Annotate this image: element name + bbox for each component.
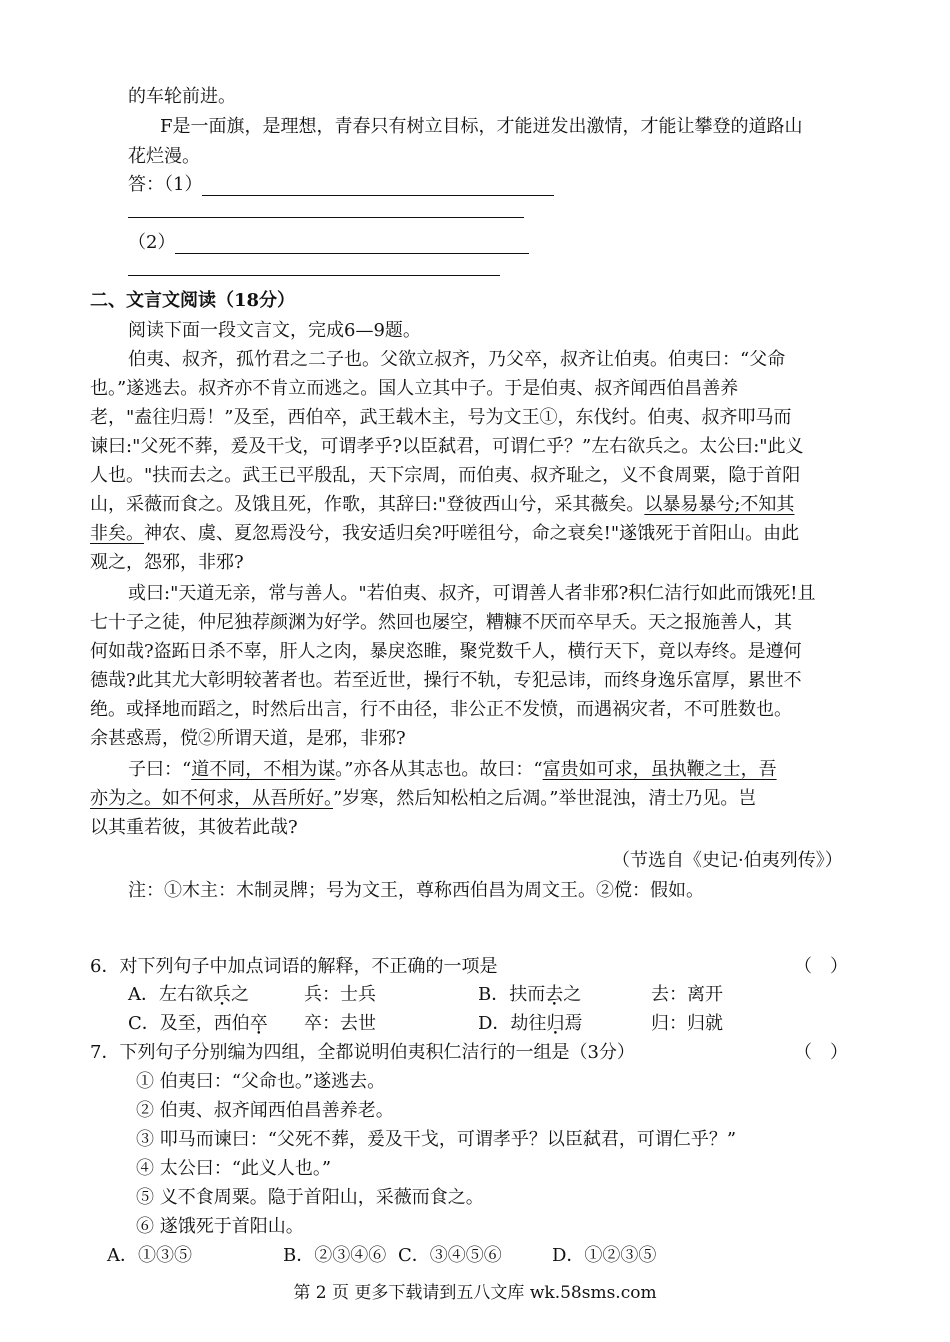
q7-option-a[interactable]: A．①③⑤ — [107, 1245, 192, 1266]
text-line: F是一面旗，是理想，青春只有树立目标，才能迸发出激情，才能让攀登的道路山 — [160, 116, 803, 137]
passage-line: 余甚惑焉，傥②所谓天道，是邪，非邪? — [90, 728, 406, 749]
answer-label: 答：（1） — [128, 174, 203, 195]
source-citation: （节选自《史记·伯夷列传》） — [612, 850, 843, 871]
q7-item: ③ 叩马而谏曰：“父死不葬，爰及干戈，可谓孝乎？以臣弑君，可谓仁乎？” — [136, 1129, 737, 1150]
option-text: B．扶而 — [478, 984, 546, 1005]
option-a[interactable] — [128, 984, 249, 1006]
answer-line-2 — [128, 232, 529, 254]
passage-line — [90, 494, 794, 516]
passage-line — [90, 788, 756, 810]
option-text: 之 — [231, 984, 249, 1005]
underlined-text: 非矣。 — [90, 523, 144, 544]
dotted-word: 卒 — [249, 1013, 268, 1034]
text-line: 的车轮前进。 — [128, 86, 236, 107]
option-text: 之 — [563, 984, 582, 1005]
answer-label: （2） — [128, 232, 176, 253]
passage-line: 谏曰:"父死不葬，爰及干戈，可谓孝乎?以臣弑君，可谓仁乎？”左右欲兵之。太公曰:"此义 — [90, 436, 804, 457]
instruction: 阅读下面一段文言文，完成6—9题。 — [128, 320, 421, 341]
passage-line: 以其重若彼，其彼若此哉? — [90, 817, 298, 838]
underlined-text: 富贵如可求，虽执鞭之士，吾 — [542, 759, 777, 780]
q7-item: ⑥ 遂饿死于首阳山。 — [136, 1216, 304, 1237]
answer-paren[interactable]: （ ） — [794, 956, 848, 977]
section-heading: 二、文言文阅读（18分） — [90, 290, 296, 311]
dotted-word: 去 — [545, 984, 564, 1005]
passage-line: 绝。或择地而蹈之，时然后出言，行不由径，非公正不发愤，而遇祸灾者，不可胜数也。 — [90, 699, 792, 720]
option-c-explanation: 卒：去世 — [304, 1013, 376, 1034]
option-a-explanation: 兵：士兵 — [304, 984, 376, 1005]
underlined-text: 道不同，不相为谋 — [191, 759, 336, 780]
passage-line: 或曰:"天道无亲，常与善人。"若伯夷、叔齐，可谓善人者非邪?积仁洁行如此而饿死!且 — [128, 583, 816, 604]
answer-paren[interactable]: （ ） — [794, 1042, 848, 1063]
answer-blank[interactable] — [175, 235, 529, 254]
passage-line: 人也。"扶而去之。武王已平殷乱，天下宗周，而伯夷、叔齐耻之，义不食周粟，隐于首阳 — [90, 465, 801, 486]
passage-text: 子曰：“ — [128, 759, 192, 780]
option-d[interactable] — [478, 1013, 582, 1035]
passage-line — [90, 523, 799, 545]
option-d-explanation: 归：归就 — [651, 1013, 723, 1034]
option-text: D．劫往 — [478, 1013, 547, 1034]
q7-option-c[interactable]: C．③④⑤⑥ — [398, 1245, 502, 1266]
answer-blank[interactable] — [202, 177, 554, 196]
option-b-explanation: 去：离开 — [651, 984, 723, 1005]
q7-item: ① 伯夷曰：“父命也。”遂逃去。 — [136, 1071, 386, 1092]
answer-blank[interactable] — [128, 275, 500, 276]
q7-option-d[interactable]: D．①②③⑤ — [552, 1245, 657, 1266]
passage-text: 神农、虞、夏忽焉没兮，我安适归矣?吁嗟徂兮，命之衰矣!"遂饿死于首阳山。由此 — [144, 523, 800, 544]
passage-line — [128, 759, 777, 781]
page-footer: 第 2 页 更多下载请到五八文库 wk.58sms.com — [293, 1283, 657, 1303]
option-text: A．左右欲 — [128, 984, 213, 1005]
dotted-word: 归 — [546, 1013, 565, 1034]
footnote: 注：①木主：木制灵牌；号为文王，尊称西伯昌为周文王。②傥：假如。 — [128, 880, 704, 901]
passage-line: 也。”遂逃去。叔齐亦不肯立而逃之。国人立其中子。于是伯夷、叔齐闻西伯昌善养 — [90, 378, 739, 399]
underlined-text: 亦为之。如不何求，从吾所好。 — [90, 788, 333, 809]
passage-line: 老，"盍往归焉！”及至，西伯卒，武王载木主，号为文王①，东伐纣。伯夷、叔齐叩马而 — [90, 407, 792, 428]
q7-item: ② 伯夷、叔齐闻西伯昌善养老。 — [136, 1100, 394, 1121]
passage-text: ”岁寒，然后知松柏之后凋。”举世混浊，清士乃见。岂 — [333, 788, 757, 809]
question-6-stem: 6．对下列句子中加点词语的解释，不正确的一项是 — [90, 956, 498, 977]
answer-line-1 — [128, 174, 554, 196]
option-c[interactable] — [128, 1013, 268, 1035]
passage-line: 何如哉?盗跖日杀不辜，肝人之肉，暴戾恣睢，聚党数千人，横行天下，竟以寿终。是遵何 — [90, 641, 802, 662]
q7-item: ④ 太公曰：“此义人也。” — [136, 1158, 332, 1179]
option-b[interactable] — [478, 984, 581, 1006]
text-line: 花烂漫。 — [128, 146, 200, 167]
passage-line: 伯夷、叔齐，孤竹君之二子也。父欲立叔齐，乃父卒，叔齐让伯夷。伯夷曰：“父命 — [128, 349, 786, 370]
question-7-stem: 7．下列句子分别编为四组，全都说明伯夷积仁洁行的一组是（3分） — [90, 1042, 635, 1063]
passage-line: 七十子之徒，仲尼独荐颜渊为好学。然回也屡空，糟糠不厌而卒早夭。天之报施善人，其 — [90, 612, 792, 633]
option-text: C．及至，西伯 — [128, 1013, 250, 1034]
passage-text: 山，采薇而食之。及饿且死，作歌，其辞曰:"登彼西山兮，采其薇矣。 — [90, 494, 645, 515]
dotted-word: 兵 — [213, 984, 231, 1005]
q7-item: ⑤ 义不食周粟。隐于首阳山，采薇而食之。 — [136, 1187, 484, 1208]
passage-text: 。”亦各从其志也。故曰：“ — [335, 759, 543, 780]
passage-line: 观之，怨邪，非邪? — [90, 552, 244, 573]
passage-line: 德哉?此其尤大彰明较著者也。若至近世，操行不轨，专犯忌讳，而终身逸乐富厚，累世不 — [90, 670, 802, 691]
underlined-text: 以暴易暴兮;不知其 — [644, 494, 795, 515]
answer-blank[interactable] — [128, 217, 524, 218]
option-text: 焉 — [564, 1013, 583, 1034]
q7-option-b[interactable]: B．②③④⑥ — [283, 1245, 387, 1266]
